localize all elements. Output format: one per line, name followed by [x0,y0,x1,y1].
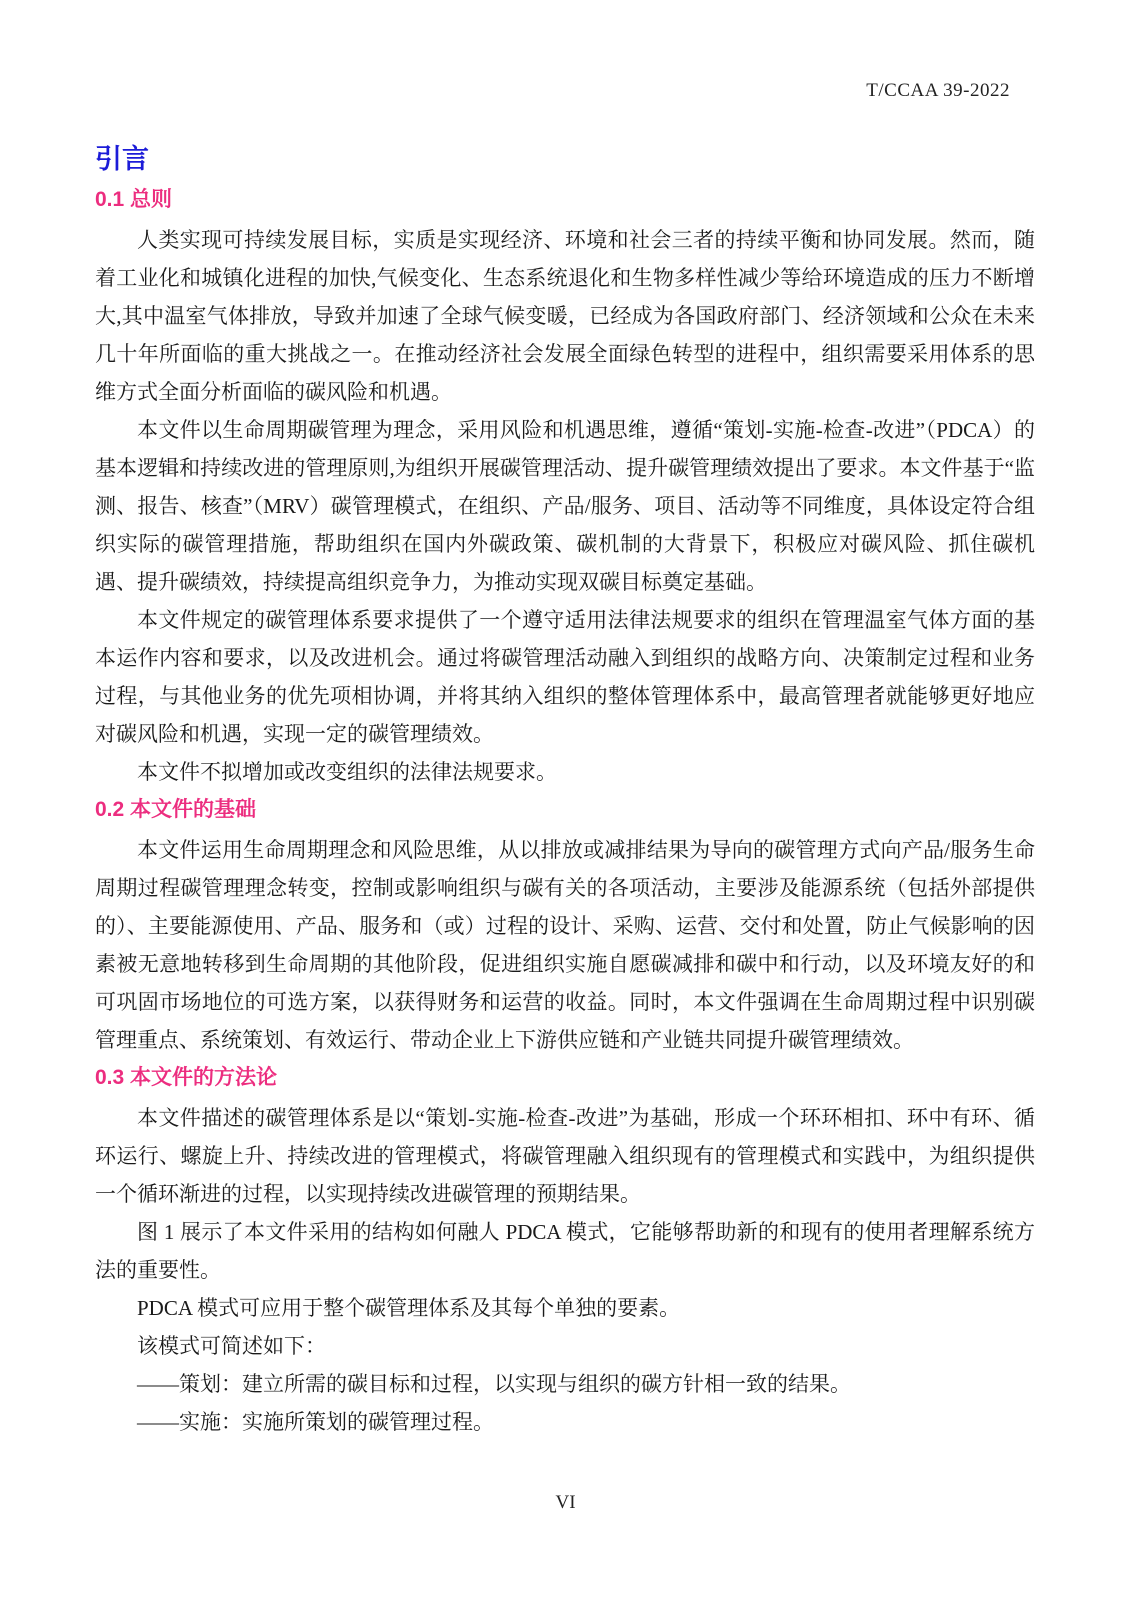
section-heading-0-3: 0.3 本文件的方法论 [95,1066,278,1089]
doc-code: T/CCAA 39-2022 [866,80,1010,101]
section-heading-0-1: 0.1 总则 [95,188,173,211]
paragraph: 本文件描述的碳管理体系是以“策划-实施-检查-改进”为基础，形成一个环环相扣、环中有环、循环运行、螺旋上升、持续改进的管理模式，将碳管理融入组织现有的管理模式和实践中，为组织提供一个循环渐进的过程，以实现持续改进碳管理的预期结果。 [95,1106,1035,1206]
paragraph: 本文件不拟增加或改变组织的法律法规要求。 [137,760,557,784]
paragraph: 图 1 展示了本文件采用的结构如何融人 PDCA 模式，它能够帮助新的和现有的使用者理解系统方法的重要性。 [95,1220,1035,1282]
section-heading-0-2: 0.2 本文件的基础 [95,798,257,821]
paragraph: 本文件以生命周期碳管理为理念，采用风险和机遇思维，遵循“策划-实施-检查-改进”（PDCA）的基本逻辑和持续改进的管理原则,为组织开展碳管理活动、提升碳管理绩效提出了要求。本文件基于“监测、报告、核查”（MRV）碳管理模式，在组织、产品/服务、项目、活动等不同维度，具体设定符合组织实际的碳管理措施，帮助组织在国内外碳政策、碳机制的大背景下，积极应对碳风险、抓住碳机遇、提升碳绩效，持续提高组织竞争力，为推动实现双碳目标奠定基础。 [95,418,1035,594]
list-item-do: ——实施：实施所策划的碳管理过程。 [137,1410,494,1434]
page-number: VI [555,1492,576,1513]
paragraph: 该模式可简述如下： [137,1334,326,1358]
page-title: 引言 [95,144,149,174]
paragraph: 人类实现可持续发展目标，实质是实现经济、环境和社会三者的持续平衡和协同发展。然而，随着工业化和城镇化进程的加快,气候变化、生态系统退化和生物多样性减少等给环境造成的压力不断增大,其中温室气体排放，导致并加速了全球气候变暖，已经成为各国政府部门、经济领域和公众在未来几十年所面临的重大挑战之一。在推动经济社会发展全面绿色转型的进程中，组织需要采用体系的思维方式全面分析面临的碳风险和机遇。 [95,228,1035,404]
paragraph: PDCA 模式可应用于整个碳管理体系及其每个单独的要素。 [137,1296,681,1320]
list-item-plan: ——策划：建立所需的碳目标和过程，以实现与组织的碳方针相一致的结果。 [137,1372,851,1396]
paragraph: 本文件规定的碳管理体系要求提供了一个遵守适用法律法规要求的组织在管理温室气体方面的基本运作内容和要求，以及改进机会。通过将碳管理活动融入到组织的战略方向、决策制定过程和业务过程，与其他业务的优先项相协调，并将其纳入组织的整体管理体系中，最高管理者就能够更好地应对碳风险和机遇，实现一定的碳管理绩效。 [95,608,1035,746]
page-content [95,143,1035,1441]
paragraph: 本文件运用生命周期理念和风险思维，从以排放或减排结果为导向的碳管理方式向产品/服务生命周期过程碳管理理念转变，控制或影响组织与碳有关的各项活动，主要涉及能源系统（包括外部提供的）、主要能源使用、产品、服务和（或）过程的设计、采购、运营、交付和处置，防止气候影响的因素被无意地转移到生命周期的其他阶段，促进组织实施自愿碳减排和碳中和行动，以及环境友好的和可巩固市场地位的可选方案，以获得财务和运营的收益。同时，本文件强调在生命周期过程中识别碳管理重点、系统策划、有效运行、带动企业上下游供应链和产业链共同提升碳管理绩效。 [95,838,1035,1052]
